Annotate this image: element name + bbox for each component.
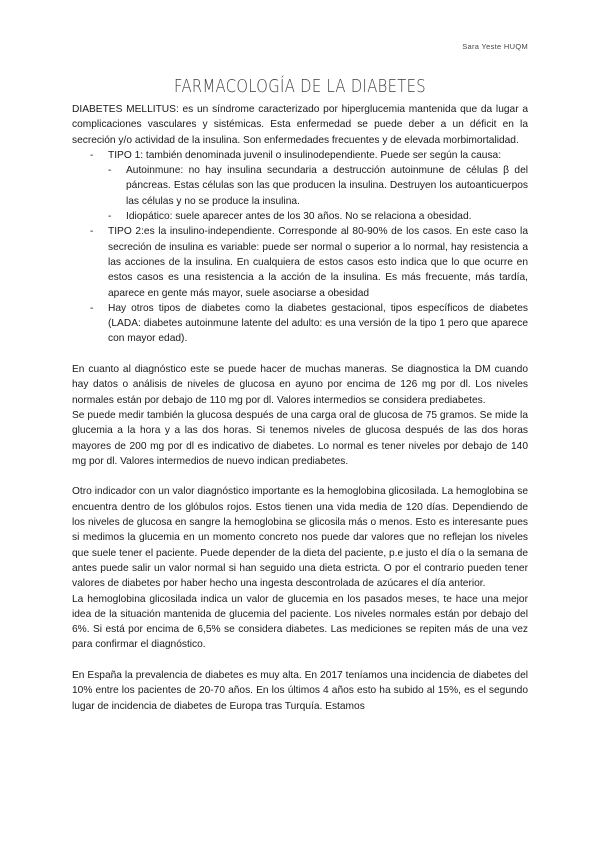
prevalence-paragraph: En España la prevalencia de diabetes es muy alta. En 2017 teníamos una incidencia de diabetes del 10% entre los pacientes de 20-70 años. En los últimos 4 años esto ha subido al 15%, es el segundo lugar de incidencia de diabetes de Europa tras Turquía. Estamos	[72, 669, 528, 712]
types-list	[72, 148, 528, 347]
list-item-other-types: - Hay otros tipos de diabetes como la diabetes gestacional, tipos específicos de diabetes (LADA: diabetes autoinmune latente del adulto: es una versión de la tipo 1 pero que aparece con mayor edad).	[72, 301, 528, 347]
spacer	[72, 347, 528, 362]
intro-paragraph: DIABETES MELLITUS: es un síndrome caracterizado por hiperglucemia mantenida que da lugar a complicaciones vasculares y sistémicas. Esta enfermedad se puede deber a un déficit en la secreción y/o actividad de la insulina. Son enfermedades frecuentes y de elevada morbimortalidad.	[72, 104, 528, 146]
document-body	[72, 102, 528, 714]
spacer	[72, 469, 528, 484]
type1-sublist	[72, 163, 528, 224]
sublist-item-autoinmune: - Autoinmune: no hay insulina secundaria a destrucción autoinmune de células β del páncreas. Estas células son las que producen la insulina. Destruyen los autoanticuerpos las células y no se produce la insulina.	[72, 163, 528, 209]
spacer	[72, 653, 528, 668]
page-title: FARMACOLOGÍA DE LA DIABETES	[174, 76, 426, 97]
hemoglobin-paragraph-1: Otro indicador con un valor diagnóstico importante es la hemoglobina glicosilada. La hemoglobina se encuentra dentro de los glóbulos rojos. Estos tienen una vida media de 120 días. Dependiendo de los niveles de glucosa en sangre la hemoglobina se glicosila más o menos. Esto es interesante pues si medimos la glucemia en un momento concreto nos puede dar valores que no reflejan los niveles que suele tener el paciente. Puede depender de la dieta del paciente, p.e justo el día o la semana de antes puede salir un valor normal si han seguido una dieta estricta. O por el contrario pueden tener valores de diabetes por haber hecho una ingesta descontrolada de azúcares el día anterior.	[72, 486, 528, 590]
diagnosis-paragraph-1: En cuanto al diagnóstico este se puede hacer de muchas maneras. Se diagnostica la DM cuando hay datos o análisis de niveles de glucosa en ayuno por encima de 126 mg por dl. Los niveles normales están por debajo de 110 mg por dl. Valores intermedios se considera prediabetes.	[72, 364, 528, 406]
author-header: Sara Yeste HUQM	[462, 42, 528, 51]
hemoglobin-paragraph-2: La hemoglobina glicosilada indica un valor de glucemia en los pasados meses, te hace una mejor idea de la situación mantenida de glucemia del paciente. Los niveles normales están por debajo del 6%. Si está por encima de 6,5% se considera diabetes. Las mediciones se repiten más de una vez para confirmar el diagnóstico.	[72, 593, 528, 651]
list-item-type1	[72, 148, 528, 224]
list-item-type2: - TIPO 2:es la insulino-independiente. Corresponde al 80-90% de los casos. En este caso la secreción de insulina es variable: puede ser normal o superior a lo normal, hay resistencia a las acciones de la insulina. En cualquiera de estos casos esto indica que lo que ocurre en estos casos es una resistencia a la acción de la insulina. Es más frecuente, más tardía, aparece en gente más mayor, suele asociarse a obesidad	[72, 224, 528, 300]
type1-text: TIPO 1: también denominada juvenil o insulinodependiente. Puede ser según la causa:	[108, 149, 502, 161]
sublist-item-idiopatico: - Idiopático: suele aparecer antes de los 30 años. No se relaciona a obesidad.	[72, 209, 528, 224]
diagnosis-paragraph-2: Se puede medir también la glucosa después de una carga oral de glucosa de 75 gramos. Se mide la glucemia a la hora y a las dos horas. Si tenemos niveles de glucosa después de las dos horas mayores de 200 mg por dl es indicativo de diabetes. Lo normal es tener niveles por debajo de 140 mg por dl. Valores intermedios de nuevo indican prediabetes.	[72, 409, 528, 467]
